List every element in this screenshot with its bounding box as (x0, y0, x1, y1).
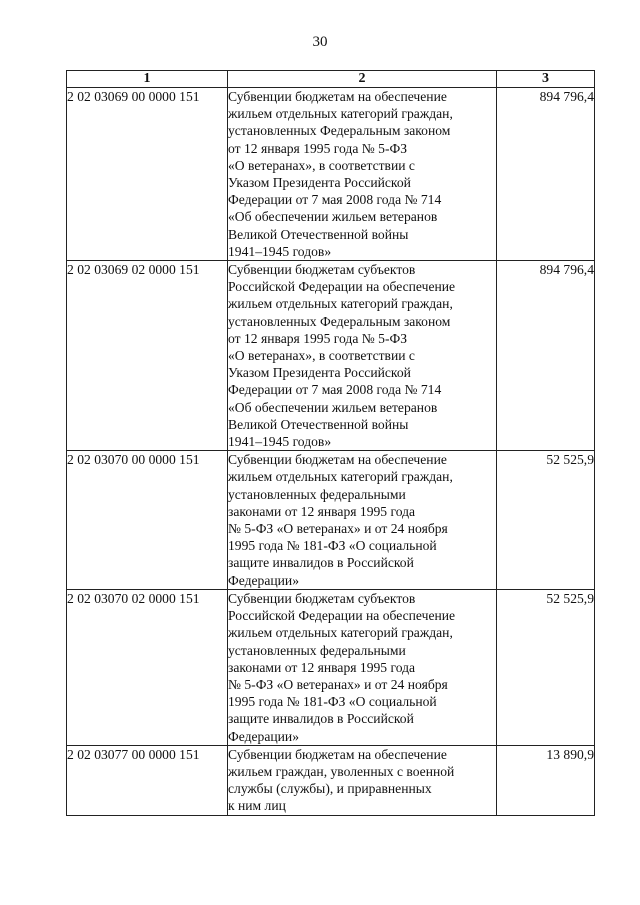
description-line: службы (службы), и приравненных (228, 781, 432, 797)
description-line: Федерации» (228, 728, 299, 744)
description-line: № 5-ФЗ «О ветеранах» и от 24 ноября (228, 676, 448, 692)
description-line: установленных Федеральным законом (228, 123, 451, 139)
description-line: 1941–1945 годов» (228, 434, 332, 450)
description-line: установленных федеральными (228, 486, 406, 502)
budget-code-cell: 2 02 03069 00 0000 151 (67, 88, 228, 261)
description-line: Федерации от 7 мая 2008 года № 714 (228, 382, 442, 398)
description-line: законами от 12 января 1995 года (228, 503, 416, 519)
table-row (67, 589, 595, 745)
description-line: жильем отдельных категорий граждан, (228, 469, 453, 485)
description-line: жильем отдельных категорий граждан, (228, 106, 453, 122)
description-line: Федерации от 7 мая 2008 года № 714 (228, 192, 442, 208)
budget-code-cell: 2 02 03070 00 0000 151 (67, 451, 228, 590)
description-line: 1995 года № 181-ФЗ «О социальной (228, 694, 437, 710)
table-row (67, 745, 595, 815)
description-cell (228, 451, 497, 590)
description-cell (228, 745, 497, 815)
description-line: установленных Федеральным законом (228, 313, 451, 329)
description-line: Великой Отечественной войны (228, 226, 409, 242)
budget-table (66, 70, 595, 816)
column-header-code: 1 (67, 71, 228, 88)
description-line: к ним лиц (228, 798, 286, 814)
description-line: жильем отдельных категорий граждан, (228, 296, 453, 312)
description-line: Субвенции бюджетам на обеспечение (228, 89, 447, 104)
description-line: защите инвалидов в Российской (228, 711, 414, 727)
column-header-amount: 3 (497, 71, 595, 88)
description-line: Российской Федерации на обеспечение (228, 608, 456, 624)
description-line: Федерации» (228, 572, 299, 588)
description-line: Великой Отечественной войны (228, 416, 409, 432)
budget-code-cell: 2 02 03077 00 0000 151 (67, 745, 228, 815)
description-line: Субвенции бюджетам на обеспечение (228, 746, 447, 762)
amount-cell: 894 796,4 (497, 88, 595, 261)
amount-cell: 52 525,9 (497, 451, 595, 590)
table-header-row (67, 71, 595, 88)
column-header-name: 2 (228, 71, 497, 88)
description-line: «О ветеранах», в соответствии с (228, 157, 415, 173)
budget-code-cell: 2 02 03070 02 0000 151 (67, 589, 228, 745)
table-row (67, 261, 595, 451)
description-line: жильем граждан, уволенных с военной (228, 763, 455, 779)
description-line: от 12 января 1995 года № 5-ФЗ (228, 140, 408, 156)
description-line: Российской Федерации на обеспечение (228, 279, 456, 295)
description-line: Указом Президента Российской (228, 175, 411, 191)
table-row (67, 88, 595, 261)
description-line: «Об обеспечении жильем ветеранов (228, 399, 438, 415)
description-line: «О ветеранах», в соответствии с (228, 348, 415, 364)
description-line: Указом Президента Российской (228, 365, 411, 381)
description-line: жильем отдельных категорий граждан, (228, 625, 453, 641)
description-line: Субвенции бюджетам на обеспечение (228, 452, 447, 468)
description-line: Субвенции бюджетам субъектов (228, 590, 416, 606)
description-cell (228, 589, 497, 745)
table-body (67, 88, 595, 816)
description-line: законами от 12 января 1995 года (228, 659, 416, 675)
description-line: от 12 января 1995 года № 5-ФЗ (228, 330, 408, 346)
description-line: установленных федеральными (228, 642, 406, 658)
page-number: 30 (312, 34, 328, 50)
budget-code-cell: 2 02 03069 02 0000 151 (67, 261, 228, 451)
description-line: защите инвалидов в Российской (228, 555, 414, 571)
amount-cell: 52 525,9 (497, 589, 595, 745)
description-line: 1941–1945 годов» (228, 243, 332, 259)
description-line: Субвенции бюджетам субъектов (228, 262, 416, 278)
amount-cell: 13 890,9 (497, 745, 595, 815)
amount-cell: 894 796,4 (497, 261, 595, 451)
description-line: № 5-ФЗ «О ветеранах» и от 24 ноября (228, 521, 448, 537)
description-cell (228, 261, 497, 451)
description-cell (228, 88, 497, 261)
description-line: 1995 года № 181-ФЗ «О социальной (228, 538, 437, 554)
table-row (67, 451, 595, 590)
description-line: «Об обеспечении жильем ветеранов (228, 209, 438, 225)
